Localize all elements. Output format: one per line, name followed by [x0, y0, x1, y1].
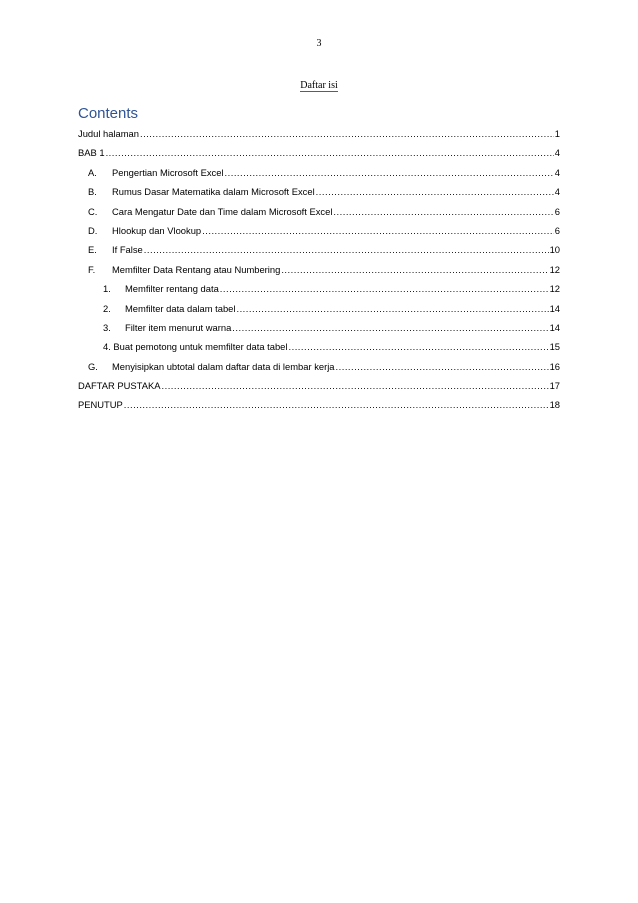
toc-entry[interactable]: [78, 399, 560, 418]
toc-entry-text: Filter item menurut warna: [125, 321, 232, 333]
toc-dot-leader: [232, 322, 548, 333]
toc-entry-text: Hlookup dan Vlookup: [112, 224, 202, 236]
toc-entry[interactable]: [78, 128, 560, 147]
toc-dot-leader: [336, 361, 549, 372]
toc-dot-leader: [106, 147, 554, 158]
toc-entry-number: F.: [88, 263, 96, 275]
toc-dot-leader: [288, 341, 548, 352]
toc-entry-text: Memfilter data dalam tabel: [125, 302, 236, 314]
toc-entry[interactable]: [78, 206, 560, 225]
toc-entry[interactable]: [78, 322, 560, 341]
toc-entry[interactable]: [78, 186, 560, 205]
toc-entry-page: 4: [554, 166, 560, 178]
toc-entry-text: Memfilter Data Rentang atau Numbering: [112, 263, 281, 275]
toc-entry-number: 2.: [103, 302, 111, 314]
toc-entry-page: 14: [549, 321, 560, 333]
toc-entry-number: 1.: [103, 283, 111, 295]
toc-entry-page: 12: [549, 263, 560, 275]
contents-heading: Contents: [78, 105, 139, 122]
toc-dot-leader: [236, 303, 548, 314]
toc-entry-text: Pengertian Microsoft Excel: [112, 166, 224, 178]
toc-dot-leader: [124, 399, 549, 410]
toc-entry-page: 4: [554, 186, 560, 198]
toc-entry-text: BAB 1: [78, 147, 105, 159]
toc-entry-page: 6: [554, 224, 560, 236]
toc-entry[interactable]: [78, 380, 560, 399]
toc-entry-text: Memfilter rentang data: [125, 283, 219, 295]
toc-entry-number: C.: [88, 205, 98, 217]
toc-entry-page: 16: [549, 360, 560, 372]
table-of-contents: [78, 128, 560, 419]
toc-entry-number: E.: [88, 244, 97, 256]
toc-dot-leader: [144, 244, 549, 255]
toc-entry-page: 15: [549, 341, 560, 353]
toc-entry-text: DAFTAR PUSTAKA: [78, 380, 161, 392]
toc-entry-text: PENUTUP: [78, 399, 123, 411]
toc-entry-page: 10: [549, 244, 560, 256]
toc-entry-text: Judul halaman: [78, 128, 139, 139]
toc-entry-page: 17: [549, 380, 560, 392]
toc-entry[interactable]: [78, 303, 560, 322]
toc-entry-number: A.: [88, 166, 97, 178]
toc-dot-leader: [202, 225, 554, 236]
toc-dot-leader: [220, 283, 549, 294]
toc-entry[interactable]: [78, 283, 560, 302]
toc-dot-leader: [225, 167, 554, 178]
toc-dot-leader: [316, 186, 554, 197]
toc-entry-page: 6: [554, 205, 560, 217]
document-title-text: Daftar isi: [300, 80, 338, 91]
toc-dot-leader: [281, 264, 548, 275]
toc-entry[interactable]: [78, 167, 560, 186]
toc-entry-page: 18: [549, 399, 560, 411]
toc-entry-number: D.: [88, 224, 98, 236]
toc-dot-leader: [333, 206, 553, 217]
toc-entry[interactable]: [78, 341, 560, 360]
page-number: 3: [316, 38, 322, 49]
toc-entry-page: 1: [554, 128, 560, 139]
toc-entry-number: B.: [88, 186, 97, 198]
toc-entry-number: G.: [88, 360, 98, 372]
toc-entry[interactable]: [78, 244, 560, 263]
toc-entry-text: Cara Mengatur Date dan Time dalam Microsoft Excel: [112, 205, 333, 217]
toc-dot-leader: [140, 128, 554, 139]
toc-entry-text: 4. Buat pemotong untuk memfilter data tabel: [103, 341, 288, 353]
toc-entry[interactable]: [78, 225, 560, 244]
toc-entry-page: 12: [549, 283, 560, 295]
toc-entry[interactable]: [78, 264, 560, 283]
toc-entry[interactable]: [78, 361, 560, 380]
toc-entry[interactable]: [78, 147, 560, 166]
toc-entry-number: 3.: [103, 321, 111, 333]
toc-entry-text: If False: [112, 244, 143, 256]
document-title: [0, 80, 638, 91]
toc-dot-leader: [161, 380, 548, 391]
toc-entry-text: Rumus Dasar Matematika dalam Microsoft Excel: [112, 186, 315, 198]
toc-entry-text: Menyisipkan ubtotal dalam daftar data di lembar kerja: [112, 360, 335, 372]
toc-entry-page: 14: [549, 302, 560, 314]
toc-entry-page: 4: [554, 147, 560, 159]
